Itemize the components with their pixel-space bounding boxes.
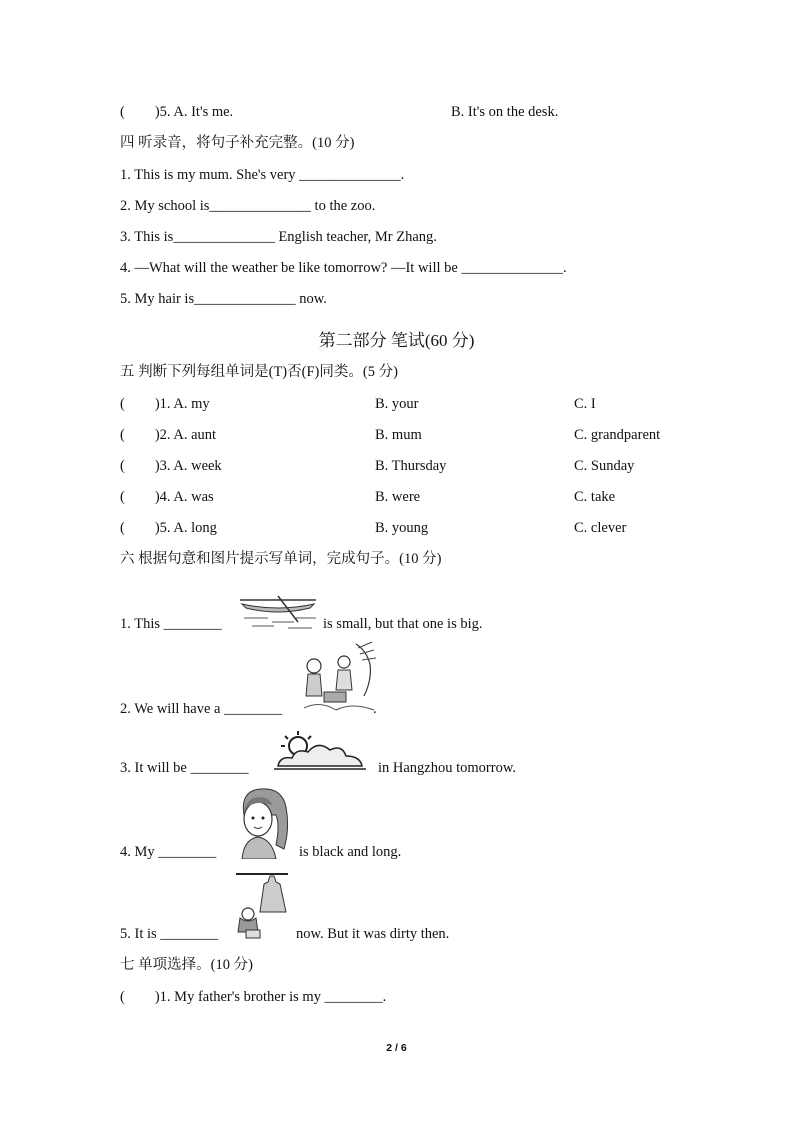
question-row xyxy=(120,988,386,1006)
sentence-item: 4. —What will the weather be like tomorrow? —It will be ______________. xyxy=(120,260,567,276)
option-b: B. mum xyxy=(375,427,422,443)
option-a: )5. A. long xyxy=(154,520,217,536)
option-b: B. were xyxy=(375,489,421,505)
sentence-item: 1. This is my mum. She's very ______________. xyxy=(120,167,405,183)
answer-paren: ( xyxy=(120,104,125,120)
fill-sentence-end: is black and long. xyxy=(299,844,402,860)
option-c: C. grandparent xyxy=(574,427,661,443)
page-number: 2 / 6 xyxy=(386,1042,407,1054)
picnic-picture-icon xyxy=(300,640,378,716)
question-row xyxy=(120,426,216,444)
fill-sentence-start: 4. My ________ xyxy=(120,844,217,860)
option-c: C. Sunday xyxy=(574,458,635,474)
answer-paren: ( xyxy=(120,520,125,536)
question-row xyxy=(120,457,222,475)
answer-paren: ( xyxy=(120,489,125,505)
section-title: 五 判断下列每组单词是(T)否(F)同类。(5 分) xyxy=(120,364,398,380)
fill-sentence-start: 2. We will have a ________ xyxy=(120,701,283,717)
sun-cloud-picture-icon xyxy=(272,730,368,774)
fill-sentence-end: . xyxy=(373,701,377,717)
question-text: )1. My father's brother is my ________. xyxy=(154,989,387,1005)
clean-dress-picture-icon xyxy=(234,868,292,942)
option-c: C. clever xyxy=(574,520,627,536)
option-c: C. I xyxy=(574,396,596,412)
question-row xyxy=(120,103,233,121)
option-a: )2. A. aunt xyxy=(154,427,217,443)
section-title: 七 单项选择。(10 分) xyxy=(120,957,253,973)
question-row xyxy=(120,395,793,413)
answer-paren: ( xyxy=(120,427,125,443)
answer-paren: ( xyxy=(120,396,125,412)
option-a: )3. A. week xyxy=(154,458,222,474)
option-b: B. Thursday xyxy=(375,458,447,474)
fill-sentence-end: now. But it was dirty then. xyxy=(296,926,450,942)
section-title: 四 听录音，将句子补充完整。(10 分) xyxy=(120,135,355,151)
option-b: B. your xyxy=(375,396,419,412)
boat-picture-icon xyxy=(238,592,318,632)
option-b: B. It's on the desk. xyxy=(451,104,559,120)
girl-hair-picture-icon xyxy=(232,785,292,859)
sentence-item: 5. My hair is______________ now. xyxy=(120,291,327,307)
sentence-item: 2. My school is______________ to the zoo. xyxy=(120,198,376,214)
sentence-item: 3. This is______________ English teacher, Mr Zhang. xyxy=(120,229,437,245)
question-row xyxy=(120,488,214,506)
option-b: B. young xyxy=(375,520,429,536)
fill-sentence-start: 3. It will be ________ xyxy=(120,760,249,776)
answer-paren: ( xyxy=(120,458,125,474)
fill-sentence-end: in Hangzhou tomorrow. xyxy=(378,760,516,776)
option-a: )5. A. It's me. xyxy=(154,104,234,120)
fill-sentence-start: 1. This ________ xyxy=(120,616,222,632)
fill-sentence-start: 5. It is ________ xyxy=(120,926,219,942)
option-a: )4. A. was xyxy=(154,489,214,505)
part-title: 第二部分 笔试(60 分) xyxy=(318,331,475,350)
answer-paren: ( xyxy=(120,989,125,1005)
option-a: )1. A. my xyxy=(154,396,210,412)
section-title: 六 根据句意和图片提示写单词，完成句子。(10 分) xyxy=(120,551,442,567)
option-c: C. take xyxy=(574,489,616,505)
fill-sentence-end: is small, but that one is big. xyxy=(323,616,483,632)
question-row xyxy=(120,519,217,537)
